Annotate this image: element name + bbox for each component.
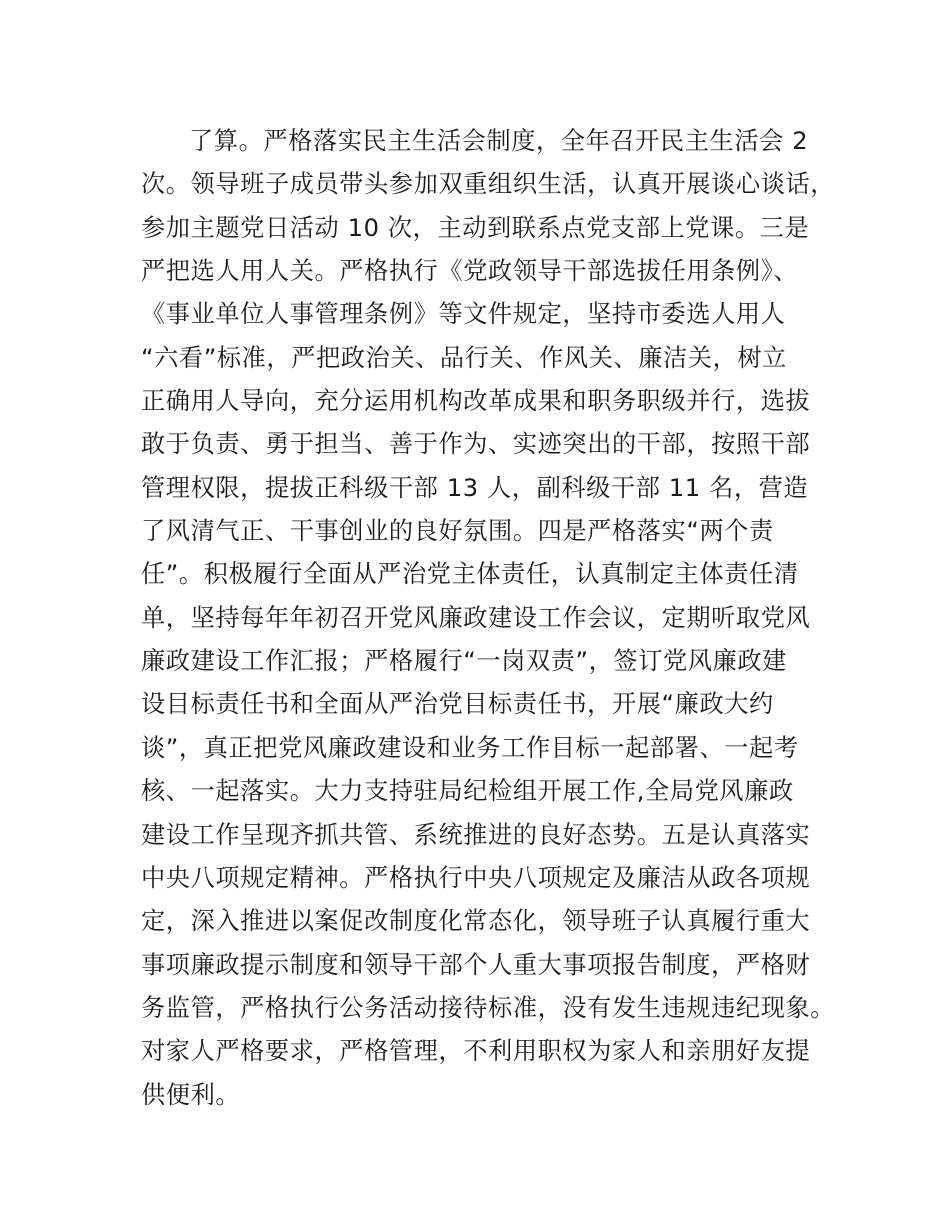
body-paragraph: 了算。严格落实民主生活会制度，全年召开民主生活会 2 次。领导班子成员带头参加双重组织生活，认真开展谈心谈话， 参加主题党日活动 10 次，主动到联系点党支部上党课。三是 严把选人用人关。严格执行《党政领导干部选拔任用条例》、 《事业单位人事管理条例》等文件规定，坚持市委选人用人 “六看”标准，严把政治关、品行关、作风关、廉洁关，树立 正确用人导向，充分运用机构改革成果和职务职级并行，选拔 敢于负责、勇于担当、善于作为、实迹突出的干部，按照干部 管理权限，提拔正科级干部 13 人，副科级干部 11 名，营造 了风清气正、干事创业的良好氛围。四是严格落实“两个责 任”。积极履行全面从严治党主体责任，认真制定主体责任清 单，坚持每年年初召开党风廉政建设工作会议，定期听取党风 廉政建设工作汇报；严格履行“一岗双责”，签订党风廉政建 设目标责任书和全面从严治党目标责任书，开展“廉政大约 谈”，真正把党风廉政建设和业务工作目标一起部署、一起考 核、一起落实。大力支持驻局纪检组开展工作,全局党风廉政 建设工作呈现齐抓共管、系统推进的良好态势。五是认真落实 中央八项规定精神。严格执行中央八项规定及廉洁从政各项规 定，深入推进以案促改制度化常态化，领导班子认真履行重大 事项廉政提示制度和领导干部个人重大事项报告制度，严格财 务监管，严格执行公务活动接待标准，没有发生违规违纪现象。 对家人严格要求，严格管理，不利用职权为家人和亲朋好友提 供便利。 <box>141 127 836 1109</box>
